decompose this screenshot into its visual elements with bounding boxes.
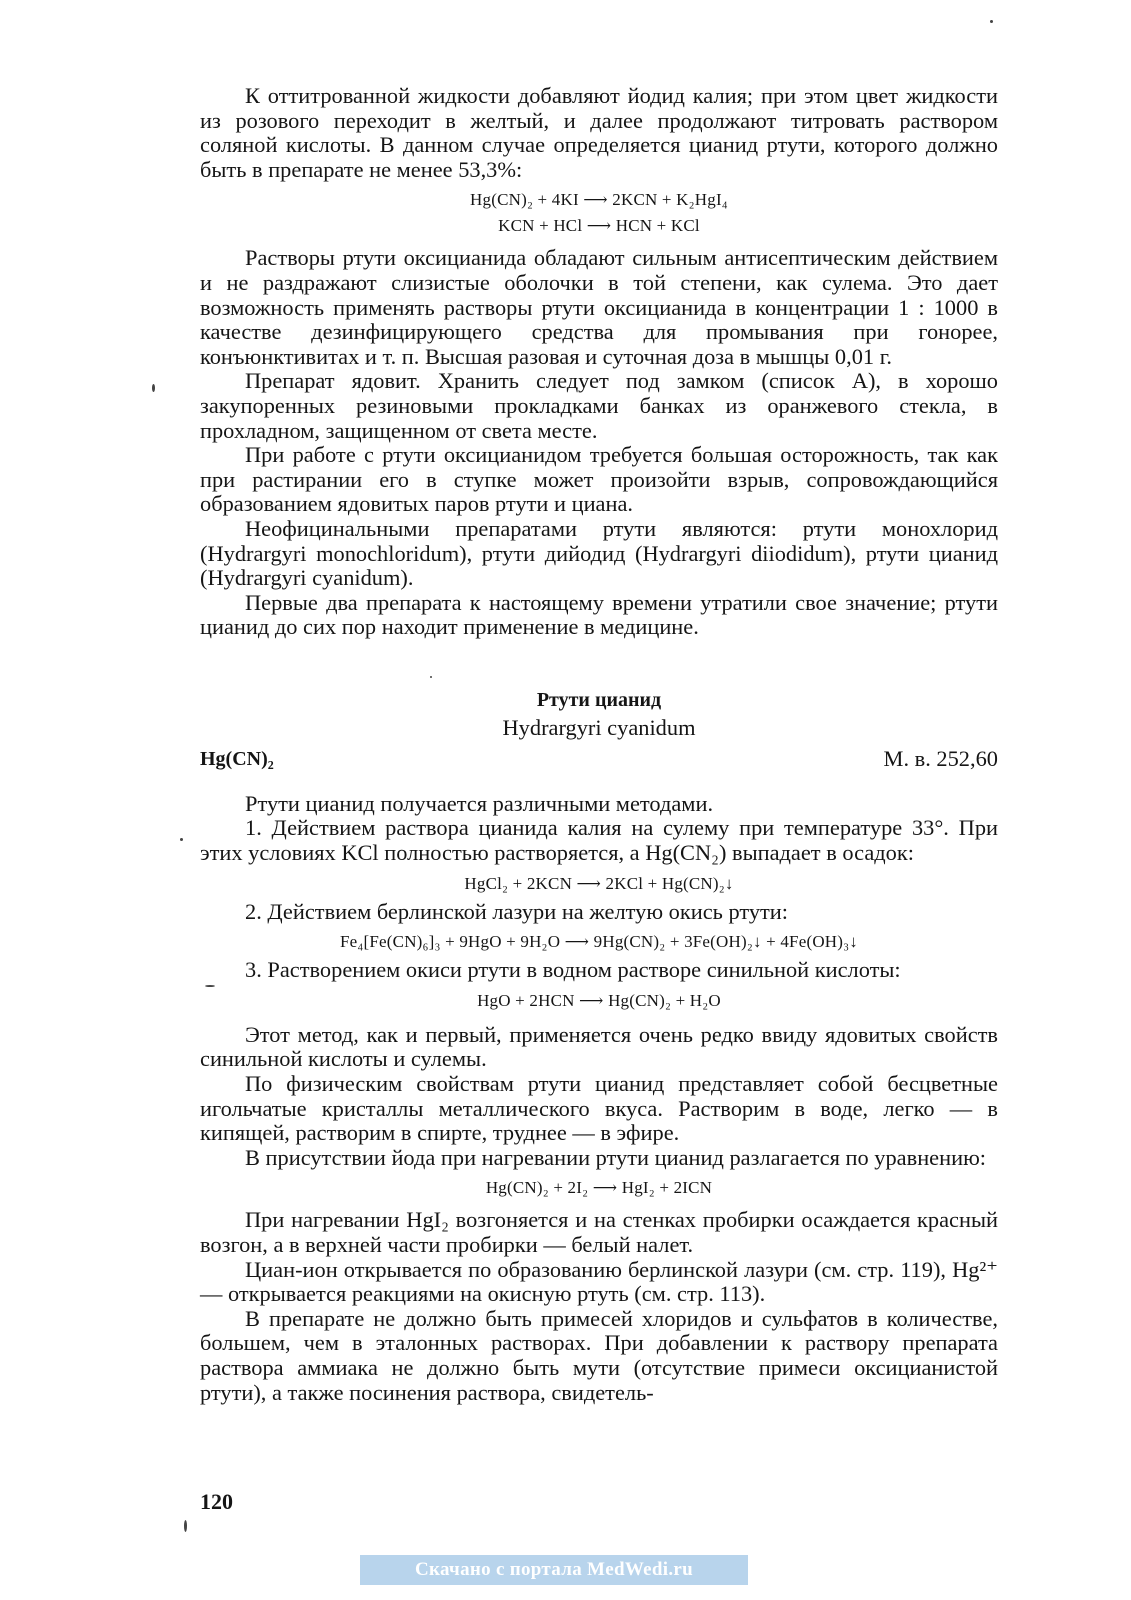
paragraph-ion-detection: Циан-ион открывается по образованию берлинской лазури (см. стр. 119), Hg²⁺ — открывается реакциями на окисную ртуть (см. стр. 113). [200,1256,998,1307]
scan-speck [990,20,993,23]
paragraph-caution: При работе с ртути оксицианидом требуется большая осторожность, так как при растирании его в ступке может произойти взрыв, сопровождающийся образованием ядовитых паров ртути и циана. [200,442,998,517]
paragraph-iodine-reaction: В присутствии йода при нагревании ртути цианид разлагается по уравнению: [245,1144,987,1170]
paragraph-methods-intro: Ртути цианид получается различными методами. [245,790,714,816]
paragraph-titration: К оттитрованной жидкости добавляют йодид калия; при этом цвет жидкости из розового переходит в желтый, и далее продолжают титровать раствором соляной кислоты. В данном случае определяется цианид ртути, которого должно быть в препарате не менее 53,3%: [200,83,998,182]
scan-speck [430,676,432,678]
page-number: 120 [200,1489,233,1514]
equation-method-1: HgCl₂ + 2KCN ⟶ 2KCl + Hg(CN)₂↓ [464,873,734,893]
equation-method-2: Fe₄[Fe(CN)₆]₃ + 9HgO + 9H₂O ⟶ 9Hg(CN)₂ + 3Fe(OH)₂↓ + 4Fe(OH)₃↓ [340,932,858,952]
equation-iodine: Hg(CN)₂ + 2I₂ ⟶ HgI₂ + 2ICN [485,1178,713,1198]
paragraph-significance: Первые два препарата к настоящему времени утратили свое значение; ртути цианид до сих пор находит применение в медицине. [200,589,998,640]
paragraph-method-rarity: Этот метод, как и первый, применяется очень редко ввиду ядовитых свойств синильной кислоты и сулемы. [200,1021,998,1072]
paragraph-method-2: 2. Действием берлинской лазури на желтую окись ртути: [245,898,789,924]
equation-block-1 [200,187,998,239]
equation-method-3: HgO + 2HCN ⟶ Hg(CN)₂ + H₂O [477,990,721,1010]
paragraph-heating: При нагревании HgI₂ возгоняется и на стенках пробирки осаждается красный возгон, а в верхней части пробирки — белый налет. [200,1207,998,1257]
scan-speck [205,985,215,987]
source-banner: Скачано с портала MedWedi.ru [360,1555,748,1585]
paragraph-impurities: В препарате не должно быть примесей хлоридов и сульфатов в количестве, большем, чем в эталонных растворах. При добавлении к раствору препарата раствора аммиака не должно быть мути (отсутствие примеси оксицианистой ртути), а также посинения раствора, свидетель- [200,1305,998,1405]
scan-speck [184,1520,187,1532]
paragraph-storage: Препарат ядовит. Хранить следует под замком (список А), в хорошо закупоренных резиновыми прокладками банках из оранжевого стекла, в прохладном, защищенном от света месте. [200,368,998,443]
paragraph-antiseptic: Растворы ртути оксицианида обладают сильным антисептическим действием и не раздражают слизистые оболочки в той степени, как сулема. Это дает возможность применять растворы ртути оксицианида в концентрации 1 : 1000 в качестве дезинфицирующего средства для промывания при гонорее, конъюнктивитах и т. п. Высшая разовая и суточная доза в мышцы 0,01 г. [200,245,998,369]
scan-speck [180,838,183,841]
page-body [200,84,998,1405]
equation-line: Hg(CN)₂ + 4KI ⟶ 2KCN + K₂HgI₄ [470,190,728,210]
paragraph-physical-properties: По физическим свойствам ртути цианид представляет собой бесцветные игольчатые кристаллы металлического вкуса. Растворим в воде, легко — в кипящей, растворим в спирте, труднее — в эфире. [200,1071,998,1146]
section-title: Ртути цианид [536,688,662,711]
paragraph-nonofficial: Неофицинальными препаратами ртути являются: ртути монохлорид (Hydrargyri monochloridum), ртути дийодид (Hydrargyri diiodidum), ртути цианид (Hydrargyri cyanidum). [200,515,998,591]
paragraph-method-3: 3. Растворением окиси ртути в водном растворе синильной кислоты: [245,957,901,983]
scan-speck [152,384,155,392]
paragraph-method-1: 1. Действием раствора цианида калия на сулему при температуре 33°. При этих условиях KCl полностью растворяется, а Hg(CN₂) выпадает в осадок: [200,815,998,866]
chemical-formula: Hg(CN)₂ [200,747,274,770]
formula-row [200,744,998,774]
equation-line: KCN + HCl ⟶ HCN + KCl [498,216,700,236]
molecular-weight: М. в. 252,60 [883,745,998,771]
section-latin-name: Hydrargyri cyanidum [502,714,696,740]
